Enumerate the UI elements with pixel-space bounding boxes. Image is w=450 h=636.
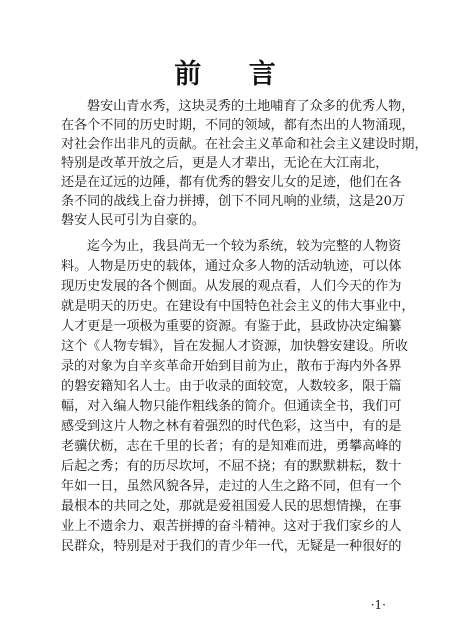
body-line: 磐安人民可引为自豪的。 bbox=[61, 213, 206, 228]
body-line: 幅，对入编人物只能作粗线条的简介。但通读全书，我们可 bbox=[61, 399, 402, 414]
body-line: 的磐安籍知名人士。由于收录的面较宽，人数较多，限于篇 bbox=[61, 379, 402, 394]
body-line: 这个《人物专辑》，旨在发掘人才资源，加快磐安建设。所收 bbox=[61, 339, 408, 354]
body-line: 民群众，特别是对于我们的青少年一代，无疑是一种很好的 bbox=[61, 539, 402, 554]
page-title: 前 言 bbox=[174, 59, 295, 90]
body-line: 迄今为止，我县尚无一个较为系统，较为完整的人物资 bbox=[87, 239, 402, 254]
body-line: 特别是改革开放之后，更是人才辈出，无论在大江南北， bbox=[61, 156, 389, 171]
body-line: 对社会作出非凡的贡献。在社会主义革命和社会主义建设时期， bbox=[61, 137, 428, 152]
page-number: ·1· bbox=[370, 598, 386, 612]
body-line: 就是明天的历史。在建设有中国特色社会主义的伟大事业中， bbox=[61, 299, 415, 314]
body-line: 人才更是一项极为重要的资源。有鉴于此，县政协决定编纂 bbox=[61, 319, 402, 334]
body-line: 最根本的共同之处，那就是爱祖国爱人民的思想情操，在事 bbox=[61, 499, 402, 514]
body-line: 在各个不同的历史时期，不同的领域，都有杰出的人物涌现， bbox=[61, 118, 415, 133]
body-line: 感受到这片人物之林有着强烈的时代色彩，这当中，有的是 bbox=[61, 419, 402, 434]
body-line: 后起之秀；有的历尽坎坷，不屈不挠；有的默默耕耘，数十 bbox=[61, 459, 402, 474]
body-line: 还是在辽远的边陲，都有优秀的磐安儿女的足迹，他们在各 bbox=[61, 175, 402, 190]
body-line: 录的对象为自辛亥革命开始到目前为止，散布于海内外各界 bbox=[61, 359, 402, 374]
body-line: 磐安山青水秀，这块灵秀的土地哺育了众多的优秀人物， bbox=[87, 99, 415, 114]
body-line: 料。人物是历史的载体，通过众多人物的活动轨迹，可以体 bbox=[61, 259, 402, 274]
body-line: 年如一日，虽然风貌各异，走过的人生之路不同，但有一个 bbox=[61, 479, 402, 494]
body-line: 现历史发展的各个侧面。从发展的观点看，人们今天的作为 bbox=[61, 279, 402, 294]
body-line: 老骥伏枥，志在千里的长者；有的是知难而进，勇攀高峰的 bbox=[61, 439, 402, 454]
body-line: 条不同的战线上奋力拼搏，创下不同凡响的业绩，这是20万 bbox=[61, 194, 406, 209]
body-line: 业上不遗余力、艰苦拼搏的奋斗精神。这对于我们家乡的人 bbox=[61, 519, 402, 534]
